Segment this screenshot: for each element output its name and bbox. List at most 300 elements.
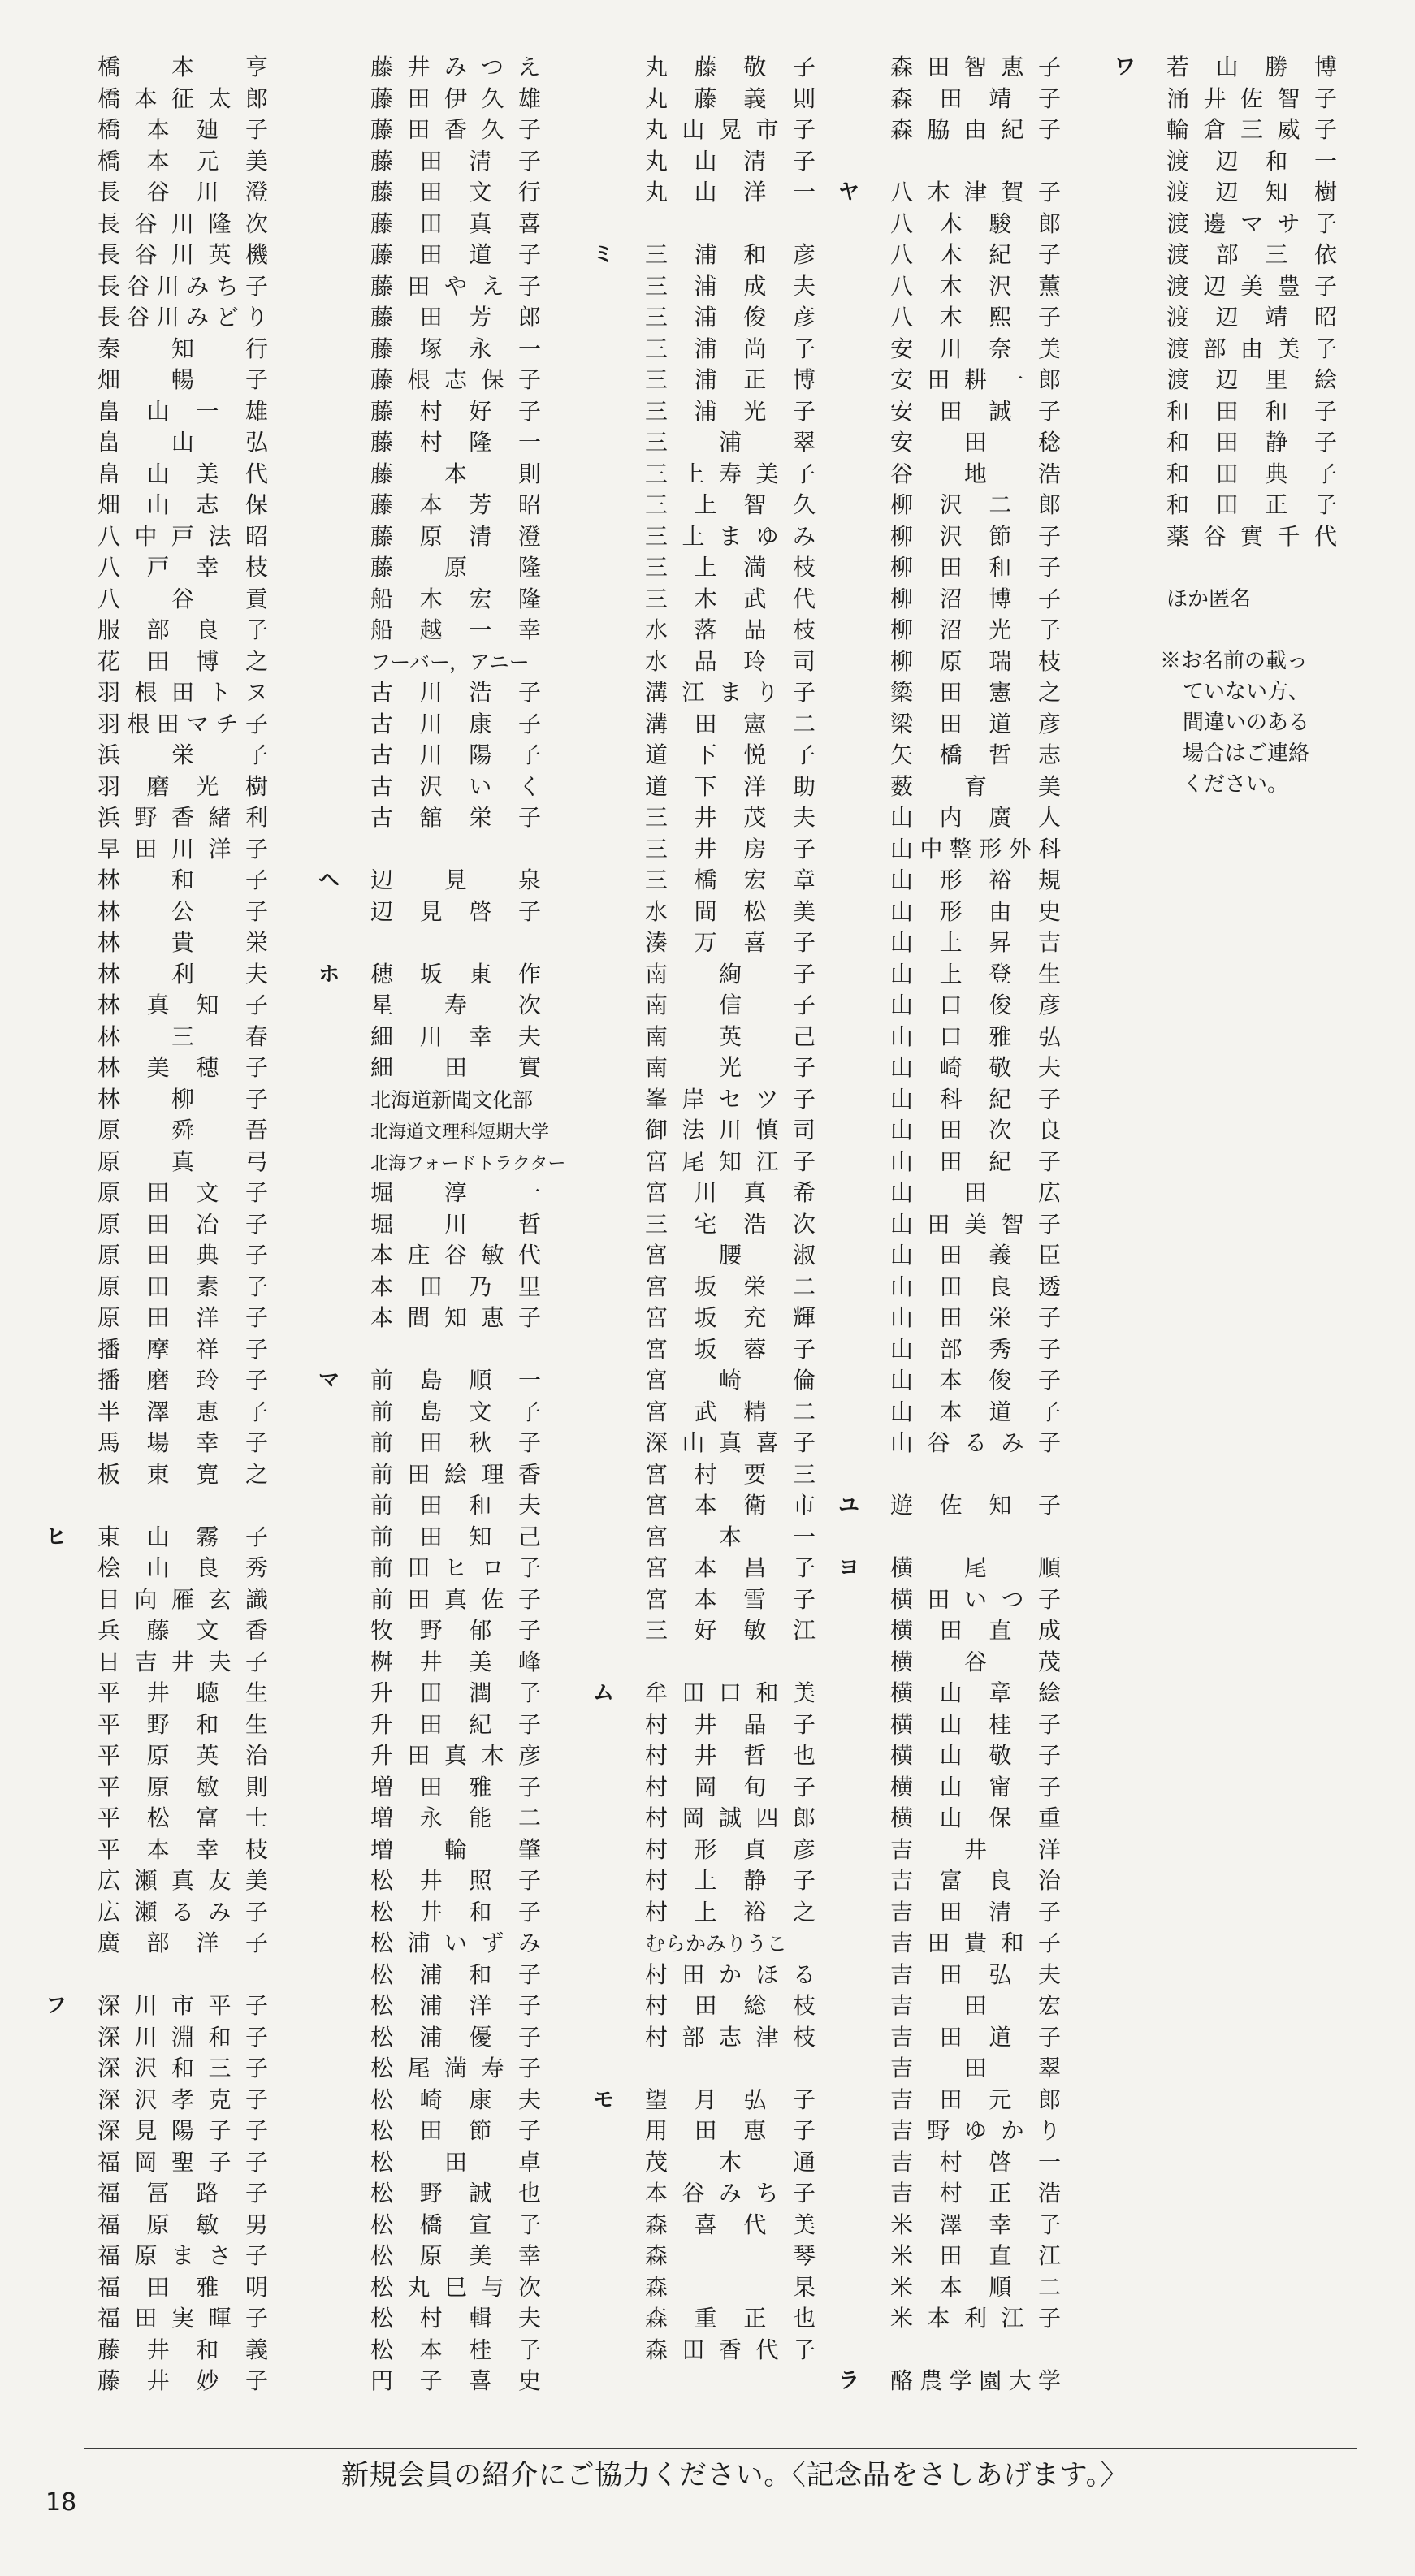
member-name: 三浦正博 [645,366,842,393]
list-item [318,1772,568,1804]
member-name: 深見陽子子 [97,2117,283,2144]
member-name: 三井茂夫 [645,804,842,831]
list-item [45,1178,295,1209]
member-name: 村岡旬子 [645,1773,842,1800]
member-name: 山田義臣 [890,1242,1088,1269]
list-item [593,1553,842,1584]
list-item [318,802,568,834]
list-item [318,1709,568,1741]
member-name: 森田靖子 [890,84,1088,112]
list-item [318,271,562,303]
section-gap [45,1490,289,1522]
list-item [593,1147,837,1178]
list-item [318,1678,568,1709]
member-name: 深山真喜子 [645,1429,830,1456]
member-name: 吉田宏 [890,1992,1113,2019]
list-item [45,209,289,240]
member-name: 藤井妙子 [97,2367,295,2394]
member-name: 谷地浩 [890,460,1113,487]
member-name: 和田正子 [1166,491,1364,518]
member-name: 原真弓 [97,1148,320,1175]
list-item [318,2085,568,2116]
member-name: 前島文子 [370,1398,568,1425]
member-name: 宮腰淑 [645,1242,868,1269]
list-item [318,115,562,146]
contact-note-line: ※お名前の載っ [1160,648,1309,673]
section-gap [45,1960,289,1991]
list-item [838,209,1098,240]
list-item [838,1960,1098,1991]
member-name: 古沢いく [370,772,568,800]
list-item [45,1334,295,1366]
member-name: 若山勝博 [1166,54,1364,80]
name-column-1 [45,52,320,2397]
member-name: 北海道文理科短期大学 [370,1122,550,1143]
member-name: 横尾順 [890,1554,1113,1581]
list-item [1114,365,1364,396]
list-item [318,2022,568,2054]
list-item [593,334,842,365]
member-name: 遊佐知子 [890,1492,1088,1519]
member-name: 松浦和子 [370,1960,568,1988]
list-item [318,740,568,772]
member-name: 柳沼光子 [890,616,1088,643]
list-item [838,1397,1098,1428]
list-item [593,1209,842,1241]
member-name: 米澤幸子 [890,2211,1088,2238]
list-item [45,927,320,959]
member-name: 秦知行 [97,335,320,362]
member-name: 八戸幸枝 [97,554,295,581]
member-name: 丸山洋一 [645,179,842,205]
member-name: 吉田貴和子 [890,1930,1075,1956]
list-item [45,865,320,897]
member-name: 浜栄子 [97,741,320,768]
list-item [45,1365,295,1397]
member-name: 山形由史 [890,897,1088,925]
list-item [318,897,568,928]
list-item [318,1553,562,1584]
member-name: 藤田香久子 [370,116,556,143]
member-name: 長谷川隆次 [97,210,283,237]
list-item [838,459,1113,491]
member-name: 八木熙子 [890,304,1088,331]
list-item [593,615,842,646]
list-item [838,177,1098,209]
member-name: 林三春 [97,1022,320,1050]
member-name: 藤田芳郎 [370,304,568,331]
member-name: 山谷るみ子 [890,1429,1075,1456]
member-name: 服部良子 [97,616,295,643]
member-name: 本庄谷敏代 [370,1242,556,1269]
list-item [318,490,568,521]
list-item [45,1084,320,1116]
list-item [838,271,1098,303]
member-name: 湊万喜子 [645,929,842,956]
member-name: 畑暢子 [97,366,320,393]
member-name: 前田真佐子 [370,1585,556,1613]
member-name: 藤原清澄 [370,522,568,550]
member-name: 柳沢二郎 [890,491,1088,518]
list-item [593,396,842,428]
member-name: 横山甯子 [890,1773,1088,1800]
member-name: 宮武精二 [645,1398,842,1425]
list-item [1114,334,1358,365]
list-item [45,1803,295,1835]
member-name: 望月弘子 [645,2085,842,2113]
member-name: 森喜代美 [645,2211,842,2238]
member-name: 藤本芳昭 [370,491,568,518]
list-item [45,1647,289,1679]
list-item [593,146,842,178]
list-item [838,115,1098,146]
member-name: 前田秋子 [370,1429,568,1456]
member-name: 福原敏男 [97,2211,295,2238]
member-name: 花田博之 [97,647,295,675]
section-kana-label: ホ [318,962,340,987]
member-name: 平野和生 [97,1710,295,1738]
member-name: 米本利江子 [890,2305,1075,2332]
list-item [45,2147,289,2179]
list-item [45,271,289,303]
list-item [838,615,1098,646]
list-item [318,2053,562,2085]
member-name: 三好敏江 [645,1617,842,1644]
list-item [318,1584,562,1616]
list-item [45,802,289,834]
member-name: 廣部洋子 [97,1930,295,1956]
member-name: 酪農学園大学 [890,2367,1068,2394]
member-name: 林柳子 [97,1085,320,1113]
list-item [593,1740,842,1772]
member-name: 御法川慎司 [645,1117,830,1143]
list-item [593,1835,842,1866]
list-item [45,709,289,741]
list-item [45,1709,295,1741]
member-name: 畠山美代 [97,460,295,487]
member-name: 山形裕規 [890,867,1088,893]
list-item [45,490,295,521]
list-item [593,834,842,866]
member-name: 水品玲司 [645,647,842,675]
list-item [593,365,842,396]
list-item [318,2178,568,2210]
list-item [838,365,1098,396]
list-item [1114,52,1364,84]
list-item [318,1115,562,1147]
member-name: 藤井和義 [97,2336,295,2363]
member-name: 丸山清子 [645,147,842,175]
list-item [45,1990,289,2022]
list-item [838,2241,1098,2272]
member-name: 林美穂子 [97,1054,295,1081]
list-item [318,427,568,459]
member-name: むらかみりうこ [645,1932,788,1956]
member-name: 播磨玲子 [97,1367,295,1394]
list-item [318,865,593,897]
list-item [838,427,1113,459]
member-name: 長谷川みどり [97,304,275,331]
member-name: 吉野ゆかり [890,2117,1075,2144]
list-item [593,1459,842,1491]
member-name: 林利夫 [97,960,320,988]
member-name: 前島順一 [370,1367,568,1394]
member-name: 牧野郁子 [370,1617,568,1644]
list-item [318,1960,568,1991]
list-item [45,1897,289,1929]
list-item [45,2335,295,2366]
member-name: 溝江まり子 [645,679,830,706]
member-name: 森杲 [645,2273,941,2301]
name-column-4 [838,52,1113,2397]
member-name: 福田実暉子 [97,2305,283,2332]
member-name: 三上満枝 [645,554,842,581]
member-name: 桧山良秀 [97,1554,295,1581]
member-name: 平本幸枝 [97,1835,295,1863]
section-gap [838,1522,1098,1554]
member-name: 藤根志保子 [370,366,556,393]
list-item [593,2303,842,2335]
member-name: 吉田元郎 [890,2085,1088,2113]
list-item [593,1490,842,1522]
list-item [318,459,593,491]
list-item [45,1772,295,1804]
list-item [838,2272,1098,2304]
member-name: 林真知子 [97,992,295,1018]
list-item [318,240,568,271]
member-name: 深沢和三子 [97,2055,283,2081]
member-name: 藤井みつえ [370,54,555,80]
member-name: 山田美智子 [890,1210,1075,1238]
list-item [838,990,1098,1022]
list-item [318,1209,593,1241]
list-item [838,552,1098,584]
list-item [593,584,842,616]
member-name: 吉村正浩 [890,2180,1088,2206]
member-name: 長谷川みち子 [97,272,275,300]
member-name: 平原英治 [97,1742,295,1769]
section-kana-label: ヤ [838,180,860,205]
list-item [593,1397,842,1428]
member-name: 三浦俊彦 [645,304,842,331]
list-item [838,52,1098,84]
list-item [318,1522,568,1554]
list-item [318,1459,562,1491]
list-item [838,1615,1098,1647]
member-name: 道下洋助 [645,772,842,800]
list-item [593,490,842,521]
member-name: 原田典子 [97,1242,295,1269]
list-item [318,1647,568,1679]
member-name: 松崎康夫 [370,2085,568,2113]
member-name: 三井房子 [645,835,842,862]
list-item [318,146,568,178]
member-name: 福冨路子 [97,2180,295,2206]
member-name: 薬谷實千代 [1166,522,1352,550]
list-item [45,365,320,396]
member-name: 松浦洋子 [370,1992,568,2019]
list-item [318,1803,568,1835]
list-item [593,2335,837,2366]
member-name: 山本俊子 [890,1367,1088,1394]
list-item [318,1865,568,1897]
list-item [45,740,320,772]
member-name: 平原敏則 [97,1773,295,1800]
member-name: 宮崎倫 [645,1367,868,1394]
list-item [1114,396,1364,428]
list-item [45,584,320,616]
member-name: 細田實 [370,1054,593,1081]
member-name: 渡辺美豊子 [1166,272,1352,300]
member-name: 森田智恵子 [890,54,1075,80]
member-name: 松野誠也 [370,2180,568,2206]
section-kana-label: ヨ [838,1556,860,1580]
member-name: 藤田道子 [370,241,568,268]
list-item [45,1428,295,1459]
list-item [45,1615,295,1647]
member-name: 原田洋子 [97,1304,295,1331]
list-item [593,1334,842,1366]
member-name: 溝田憲二 [645,710,842,737]
member-name: 増輪肇 [370,1835,593,1863]
list-item [593,897,842,928]
member-name: 安田誠子 [890,397,1088,425]
list-item [318,84,562,115]
list-item [318,2241,568,2272]
list-item [1114,209,1358,240]
list-item [45,396,295,428]
list-item [838,1897,1098,1929]
list-item [593,1084,837,1116]
member-name: 山本道子 [890,1398,1088,1425]
list-item [45,2085,289,2116]
list-item [593,1272,842,1303]
section-kana-label: ヒ [45,1524,67,1549]
list-item [318,396,568,428]
list-item [838,1740,1098,1772]
name-column-2 [318,52,593,2397]
list-item [318,1490,568,1522]
member-name: 前田ヒロ子 [370,1554,556,1581]
member-name: 古川陽子 [370,741,568,768]
member-name: 福原まさ子 [97,2242,283,2269]
member-name: 北海フォードトラクター [370,1153,566,1174]
section-kana-label: ラ [838,2369,860,2393]
list-item [318,709,568,741]
member-name: 長谷川英機 [97,241,283,268]
list-item [1114,240,1364,271]
member-name: 八谷貢 [97,585,320,612]
list-item [593,115,837,146]
list-item [593,2085,842,2116]
list-item [838,1647,1113,1679]
list-item [45,1522,295,1554]
member-name: 南信子 [645,992,868,1018]
member-name: 山田広 [890,1179,1113,1206]
member-name: 村上静子 [645,1867,842,1894]
list-item [45,2210,295,2241]
member-name: 松村輯夫 [370,2305,568,2332]
list-item [593,52,842,84]
list-item [318,209,568,240]
member-name: 森重正也 [645,2305,842,2332]
member-name: 広瀬真友美 [97,1867,283,1894]
list-item [1114,84,1358,115]
member-name: 安田耕一郎 [890,366,1075,393]
member-name: 藤田伊久雄 [370,84,556,112]
list-item [45,1209,295,1241]
list-item [838,2178,1098,2210]
list-item [593,646,842,678]
member-name: 柳沢節子 [890,522,1088,550]
member-name: 八木紀子 [890,241,1088,268]
member-name: 山中整形外科 [890,835,1068,862]
member-name: 船越一幸 [370,616,568,643]
list-item [45,2053,289,2085]
member-name: 簗田憲之 [890,679,1088,706]
member-name: 宮本一 [645,1523,868,1550]
member-name: 横谷茂 [890,1648,1113,1675]
member-name: 村井哲也 [645,1742,842,1769]
member-name: 前田知己 [370,1523,568,1550]
member-name: 三浦和彦 [645,241,842,268]
member-name: 藤本則 [370,460,593,487]
list-item [45,646,295,678]
list-item [593,2022,837,2054]
list-item [838,740,1098,772]
member-name: 馬場幸子 [97,1429,295,1456]
member-name: 古川浩子 [370,679,568,706]
member-name: 三橋宏章 [645,867,842,893]
section-kana-label: ム [593,1681,615,1705]
list-item [593,1052,868,1084]
list-item [45,334,320,365]
list-item [593,177,842,209]
member-name: 堀川哲 [370,1210,593,1238]
list-item [838,1272,1098,1303]
list-item [45,1147,320,1178]
list-item [838,302,1098,334]
member-name: 村田総枝 [645,1992,842,2019]
list-item [838,1928,1098,1960]
member-name: 横山保重 [890,1804,1088,1831]
list-item [318,1740,562,1772]
member-name: 渡部三依 [1166,241,1364,268]
member-name: 柳沼博子 [890,585,1088,612]
member-name: 深沢孝克子 [97,2085,283,2113]
list-item [838,1553,1113,1584]
member-name: 安田稔 [890,429,1113,456]
list-item [593,1522,868,1554]
member-name: 米田直江 [890,2242,1088,2269]
list-item [45,2178,295,2210]
section-kana-label: モ [593,2087,615,2112]
member-name: 前田絵理香 [370,1460,556,1488]
section-gap [593,2053,837,2085]
name-column-3 [593,52,941,2366]
list-item [45,1272,295,1303]
member-name: 吉田翠 [890,2055,1113,2081]
list-item [318,365,562,396]
name-column-5 [1114,52,1364,800]
list-item [593,271,842,303]
list-item [45,2366,295,2397]
member-name: 矢橋哲志 [890,741,1088,768]
member-name: 藤田真喜 [370,210,568,237]
list-item [318,1303,562,1334]
member-name: 福岡聖子子 [97,2148,283,2176]
member-name: 吉井洋 [890,1835,1113,1863]
